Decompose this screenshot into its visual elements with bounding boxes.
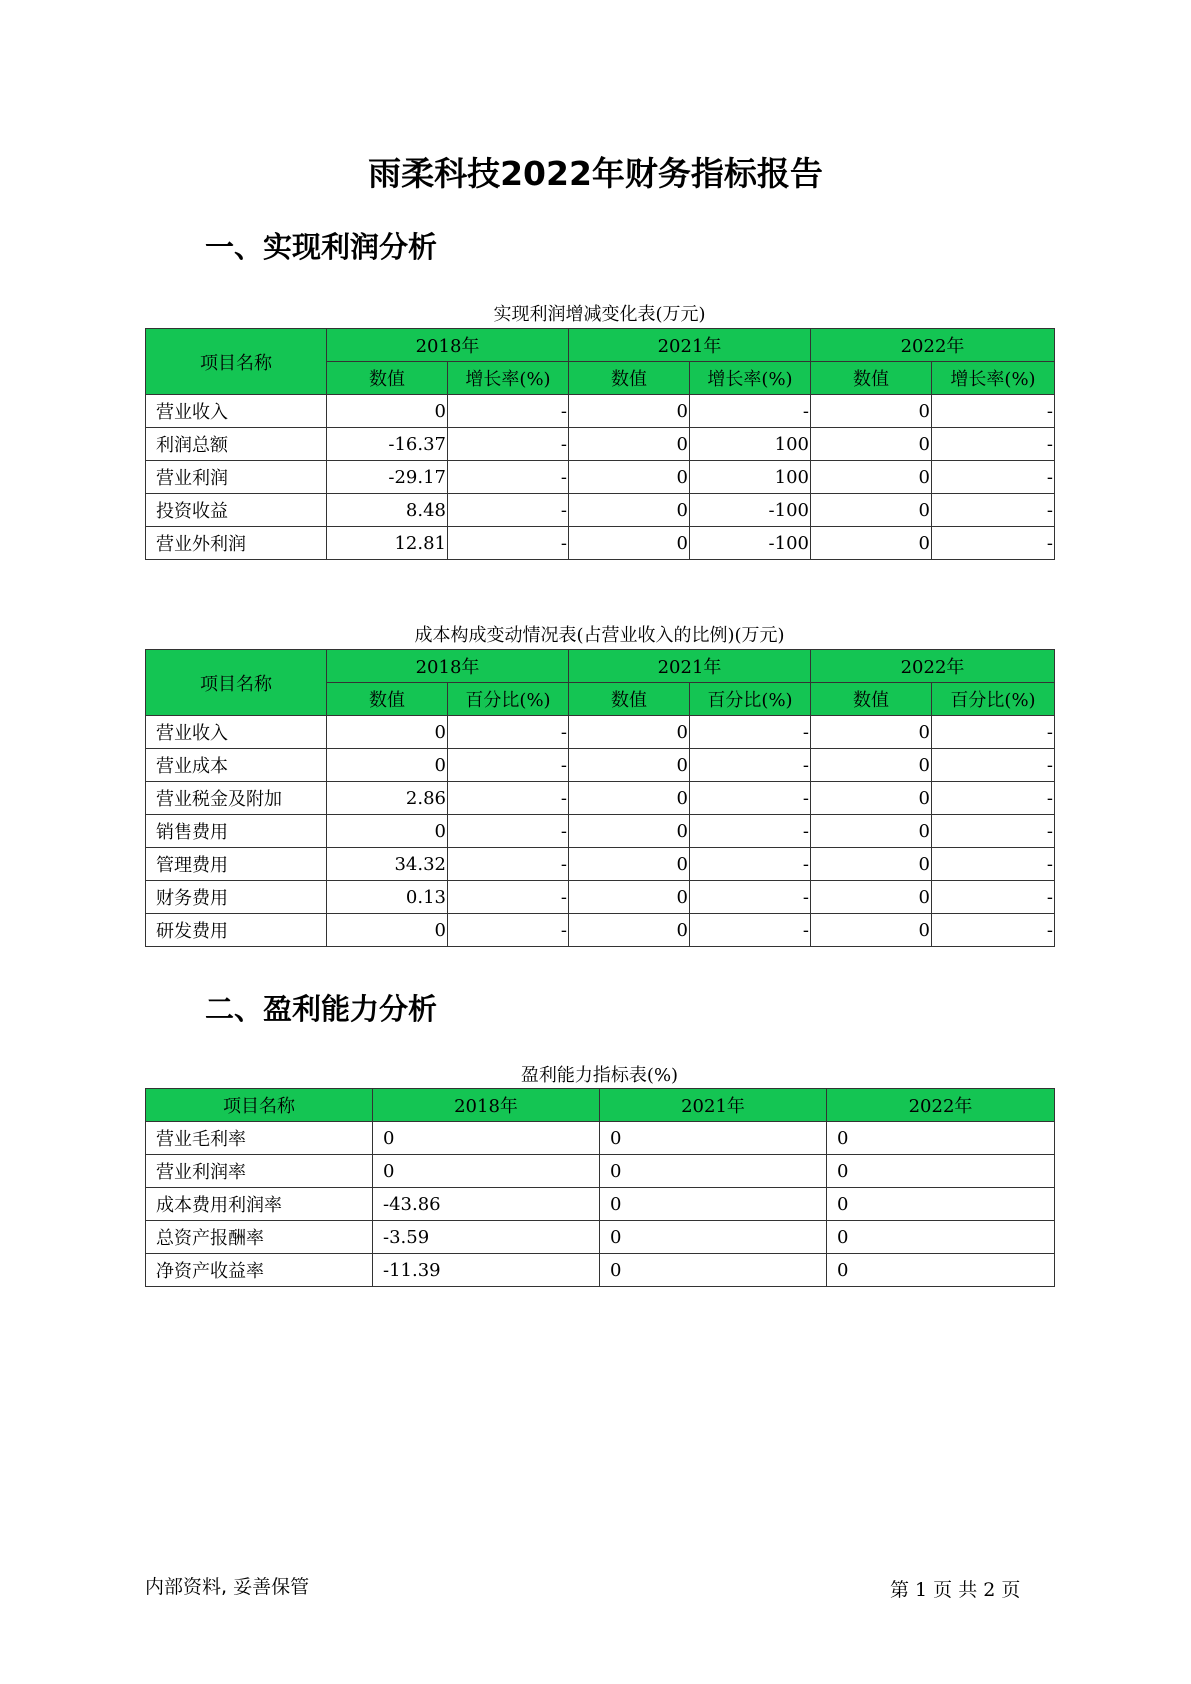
row-label: 研发费用 [146,914,327,947]
table-cell: 0 [811,914,932,947]
year-header: 2018年 [373,1089,600,1122]
table-cell: - [448,881,569,914]
growth-header: 增长率(%) [932,362,1055,395]
table-cell: - [932,848,1055,881]
table-cell: 0 [600,1254,827,1287]
table-cell: - [690,395,811,428]
year-header: 2022年 [827,1089,1055,1122]
table-cell: 0 [827,1155,1055,1188]
row-label: 财务费用 [146,881,327,914]
table-cell: 100 [690,428,811,461]
row-label: 投资收益 [146,494,327,527]
table-cell: 0 [569,428,690,461]
table-cell: - [932,914,1055,947]
table-cell: 0 [811,848,932,881]
row-label: 营业利润 [146,461,327,494]
table-row [146,782,1055,815]
year-header: 2021年 [600,1089,827,1122]
growth-header: 增长率(%) [690,362,811,395]
table-row [146,815,1055,848]
table-cell: - [932,881,1055,914]
row-label: 营业收入 [146,716,327,749]
table-cell: -11.39 [373,1254,600,1287]
table-cell: - [448,815,569,848]
table-cell: 0 [600,1188,827,1221]
table-cell: 0 [327,749,448,782]
table2-body [146,716,1055,947]
table-cell: -100 [690,527,811,560]
table-row [146,881,1055,914]
percent-header: 百分比(%) [448,683,569,716]
table-cell: 2.86 [327,782,448,815]
table-cell: - [690,716,811,749]
table-cell: 0 [327,395,448,428]
table-cell: 0 [569,716,690,749]
table-cell: 0 [827,1221,1055,1254]
table-cell: 0 [811,395,932,428]
name-header: 项目名称 [146,650,327,716]
table-cell: - [448,527,569,560]
table-cell: 0 [811,881,932,914]
table-cell: -100 [690,494,811,527]
row-label: 成本费用利润率 [146,1188,373,1221]
cost-structure-table [145,649,1055,947]
table-cell: 0 [327,914,448,947]
table-cell: - [690,848,811,881]
table-cell: - [690,914,811,947]
table-cell: 0 [827,1254,1055,1287]
table-cell: - [932,395,1055,428]
year-header: 2018年 [327,329,569,362]
percent-header: 百分比(%) [690,683,811,716]
table-cell: 0 [569,527,690,560]
value-header: 数值 [569,683,690,716]
table-cell: - [690,881,811,914]
table-cell: 0 [811,461,932,494]
table-cell: - [932,428,1055,461]
row-label: 营业利润率 [146,1155,373,1188]
table-cell: -16.37 [327,428,448,461]
percent-header: 百分比(%) [932,683,1055,716]
table-row [146,914,1055,947]
table-cell: 34.32 [327,848,448,881]
year-header: 2021年 [569,329,811,362]
row-label: 营业成本 [146,749,327,782]
year-header: 2018年 [327,650,569,683]
table-cell: 0 [569,749,690,782]
table-cell: 0 [327,815,448,848]
table-row [146,848,1055,881]
row-label: 总资产报酬率 [146,1221,373,1254]
table-cell: 0 [811,716,932,749]
table1-caption: 实现利润增减变化表(万元) [493,304,706,325]
table-cell: 0 [811,782,932,815]
table-cell: - [932,716,1055,749]
value-header: 数值 [811,362,932,395]
section-heading-profitability: 二、盈利能力分析 [205,992,438,1026]
table-row [146,527,1055,560]
value-header: 数值 [327,683,448,716]
row-label: 营业外利润 [146,527,327,560]
row-label: 营业收入 [146,395,327,428]
value-header: 数值 [569,362,690,395]
table-cell: - [448,716,569,749]
table-cell: 0 [569,881,690,914]
value-header: 数值 [327,362,448,395]
table-cell: - [448,848,569,881]
section-heading-profit: 一、实现利润分析 [205,230,438,264]
table-row [146,461,1055,494]
table-cell: 0 [569,815,690,848]
row-label: 管理费用 [146,848,327,881]
table-cell: 100 [690,461,811,494]
table2-caption: 成本构成变动情况表(占营业收入的比例)(万元) [414,625,785,646]
growth-header: 增长率(%) [448,362,569,395]
table-cell: - [448,494,569,527]
table-cell: - [448,749,569,782]
row-label: 销售费用 [146,815,327,848]
table-cell: 0 [811,494,932,527]
table-cell: 0 [569,395,690,428]
table-cell: - [448,395,569,428]
table-row [146,1122,1055,1155]
year-header: 2022年 [811,329,1055,362]
table-cell: 0 [569,461,690,494]
table-cell: 0 [827,1188,1055,1221]
table-cell: 0 [569,782,690,815]
table-cell: 0 [373,1122,600,1155]
table-cell: 0 [811,749,932,782]
report-title: 雨柔科技2022年财务指标报告 [368,154,823,193]
table-cell: 0 [373,1155,600,1188]
name-header: 项目名称 [146,329,327,395]
table-cell: 0 [827,1122,1055,1155]
table-cell: - [690,749,811,782]
table-cell: - [448,428,569,461]
table-cell: -3.59 [373,1221,600,1254]
value-header: 数值 [811,683,932,716]
table-row [146,1221,1055,1254]
table-cell: 0 [600,1155,827,1188]
table-cell: - [448,461,569,494]
table-cell: 0 [811,815,932,848]
footer-page-number: 第 1 页 共 2 页 [890,1579,1021,1601]
year-header: 2022年 [811,650,1055,683]
table-cell: 0 [569,494,690,527]
table-row [146,749,1055,782]
table-row [146,1254,1055,1287]
table-cell: - [448,914,569,947]
table-cell: 0 [327,716,448,749]
table-row [146,494,1055,527]
table3-caption: 盈利能力指标表(%) [520,1065,679,1086]
table-cell: - [448,782,569,815]
name-header: 项目名称 [146,1089,373,1122]
row-label: 利润总额 [146,428,327,461]
table-cell: 0 [600,1122,827,1155]
table-cell: 0.13 [327,881,448,914]
profitability-table [145,1088,1055,1287]
table-cell: -43.86 [373,1188,600,1221]
table-cell: 8.48 [327,494,448,527]
row-label: 营业税金及附加 [146,782,327,815]
table-cell: - [932,494,1055,527]
row-label: 净资产收益率 [146,1254,373,1287]
table-cell: - [932,461,1055,494]
table-cell: 0 [600,1221,827,1254]
table-cell: - [932,527,1055,560]
profit-change-table [145,328,1055,560]
table-row [146,716,1055,749]
table1-body [146,395,1055,560]
table-cell: - [932,815,1055,848]
table-row [146,395,1055,428]
table-cell: - [932,782,1055,815]
year-header: 2021年 [569,650,811,683]
table-row [146,428,1055,461]
table-cell: 0 [811,527,932,560]
table-cell: -29.17 [327,461,448,494]
table-cell: 0 [569,848,690,881]
table-cell: - [690,782,811,815]
table3-body [146,1122,1055,1287]
table-cell: - [690,815,811,848]
table-row [146,1155,1055,1188]
table-cell: 0 [811,428,932,461]
table-cell: - [932,749,1055,782]
row-label: 营业毛利率 [146,1122,373,1155]
table-cell: 0 [569,914,690,947]
table-row [146,1188,1055,1221]
table-cell: 12.81 [327,527,448,560]
footer-confidential: 内部资料, 妥善保管 [145,1576,310,1598]
